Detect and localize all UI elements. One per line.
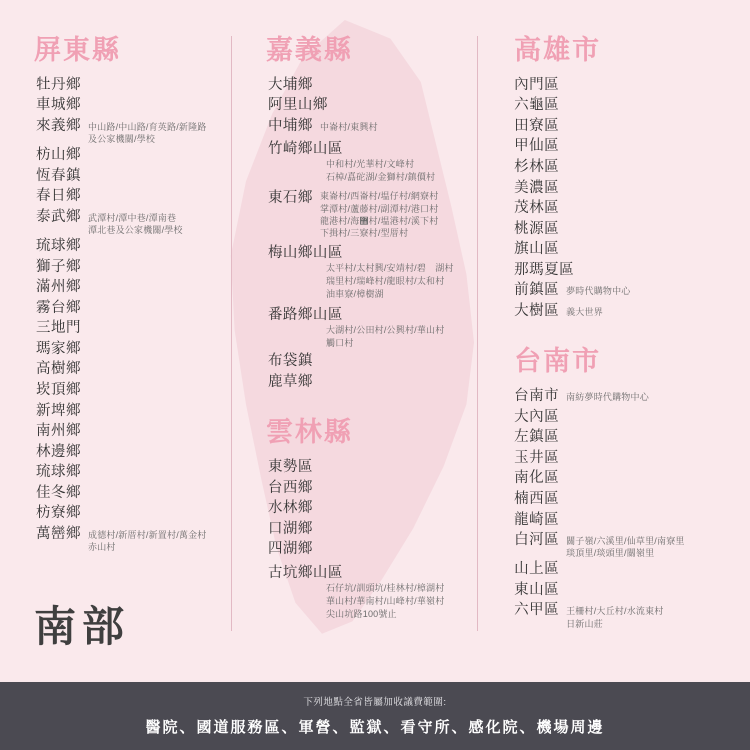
detail-line: 觸口村 bbox=[325, 338, 354, 349]
district-name: 泰武鄉 bbox=[36, 208, 81, 225]
list-item[interactable] bbox=[36, 443, 217, 463]
list-item[interactable] bbox=[268, 479, 463, 499]
list-item[interactable] bbox=[36, 340, 217, 360]
district-detail bbox=[566, 302, 603, 318]
district-detail bbox=[326, 262, 463, 301]
detail-line: 龍港村/海޻村/塭港村/溪下村 bbox=[319, 215, 439, 226]
district-name: 牡丹鄉 bbox=[36, 76, 81, 93]
list-item[interactable] bbox=[36, 237, 217, 257]
list-item[interactable] bbox=[514, 408, 736, 428]
entry-list-kaohsiung bbox=[514, 76, 736, 322]
list-item[interactable] bbox=[36, 299, 217, 319]
district-detail bbox=[88, 117, 207, 145]
region-title-chiayi: 嘉義縣 bbox=[265, 35, 353, 65]
entry-list-pingtung bbox=[36, 76, 217, 554]
district-detail bbox=[326, 158, 463, 184]
list-item[interactable] bbox=[268, 373, 463, 393]
list-item[interactable] bbox=[268, 76, 463, 96]
district-name: 六龜區 bbox=[514, 97, 560, 114]
district-name: 四湖鄉 bbox=[267, 541, 313, 558]
district-name: 南州鄉 bbox=[36, 423, 81, 440]
district-name: 大內區 bbox=[514, 408, 560, 425]
detail-line: 南紡夢時代購物中心 bbox=[566, 392, 649, 403]
list-item[interactable] bbox=[36, 504, 217, 524]
region-columns bbox=[0, 36, 750, 631]
district-detail bbox=[88, 525, 207, 553]
district-name: 新埤鄉 bbox=[36, 402, 81, 419]
list-item[interactable] bbox=[514, 469, 736, 489]
list-item[interactable] bbox=[514, 261, 736, 281]
list-item[interactable] bbox=[514, 490, 736, 510]
list-item[interactable] bbox=[514, 449, 736, 469]
list-item[interactable] bbox=[514, 76, 736, 96]
district-name: 水林鄉 bbox=[267, 500, 313, 517]
detail-line: 中崙村/東興村 bbox=[319, 121, 378, 132]
district-name: 甲仙區 bbox=[514, 138, 560, 155]
detail-line: 日新山莊 bbox=[566, 618, 603, 629]
list-item[interactable] bbox=[514, 428, 736, 448]
district-name: 恆春鎮 bbox=[36, 167, 81, 184]
district-name: 三地門 bbox=[36, 320, 81, 337]
list-item[interactable] bbox=[268, 458, 463, 478]
list-item[interactable] bbox=[514, 117, 736, 137]
detail-line: 及公家機關/學校 bbox=[88, 133, 156, 144]
detail-line: 夢時代購物中心 bbox=[566, 286, 631, 297]
entry-list-chiayi-tail bbox=[268, 352, 463, 392]
district-name: 茂林區 bbox=[514, 200, 560, 217]
detail-line: 成德村/新厝村/新置村/萬金村 bbox=[88, 529, 207, 540]
district-name: 中埔鄉 bbox=[267, 117, 313, 134]
footer-banner bbox=[0, 682, 750, 750]
detail-line: 下揖村/三寮村/型厝村 bbox=[319, 227, 409, 238]
list-item[interactable] bbox=[514, 511, 736, 531]
list-item[interactable] bbox=[36, 319, 217, 339]
district-detail bbox=[566, 531, 685, 559]
entry-list-yunlin bbox=[268, 458, 463, 560]
district-name: 佳冬鄉 bbox=[36, 484, 81, 501]
district-name: 大樹區 bbox=[514, 302, 560, 319]
detail-line: 潭北巷及公家機關/學校 bbox=[88, 224, 183, 235]
list-item[interactable] bbox=[36, 360, 217, 380]
district-name: 桃源區 bbox=[514, 220, 560, 237]
district-name: 梅山鄉山區 bbox=[267, 245, 343, 262]
entry-meishan[interactable] bbox=[268, 241, 463, 301]
district-name: 口湖鄉 bbox=[267, 520, 313, 537]
footer-note: 下列地點全省皆屬加收議費範圍: bbox=[303, 697, 447, 708]
column-chiayi-yunlin bbox=[231, 36, 477, 631]
detail-line: 大湖村/公田村/公興村/華山村 bbox=[325, 325, 445, 336]
district-name: 枋寮鄉 bbox=[36, 505, 81, 522]
district-detail bbox=[88, 208, 183, 236]
list-item[interactable] bbox=[36, 117, 217, 145]
detail-line: 義大世界 bbox=[566, 306, 603, 317]
entry-dongshi[interactable] bbox=[268, 186, 463, 239]
district-name: 春日鄉 bbox=[36, 188, 81, 205]
list-item[interactable] bbox=[514, 199, 736, 219]
district-name: 杉林區 bbox=[514, 158, 560, 175]
list-item[interactable] bbox=[268, 96, 463, 116]
district-name: 龍崎區 bbox=[514, 511, 560, 528]
district-detail bbox=[320, 117, 378, 133]
list-item[interactable] bbox=[514, 531, 736, 559]
list-item[interactable] bbox=[36, 76, 217, 96]
column-kaohsiung-tainan bbox=[477, 36, 750, 631]
list-item[interactable] bbox=[514, 220, 736, 240]
list-item[interactable] bbox=[514, 240, 736, 260]
district-name: 布袋鎮 bbox=[267, 353, 313, 370]
page-title: 南部 bbox=[34, 603, 131, 650]
district-name: 霧台鄉 bbox=[36, 299, 81, 316]
list-item[interactable] bbox=[514, 158, 736, 178]
list-item[interactable] bbox=[514, 581, 736, 601]
detail-line: 東崙村/西崙村/塭仔村/網寮村 bbox=[319, 191, 439, 202]
list-item[interactable] bbox=[514, 179, 736, 199]
district-name: 車城鄉 bbox=[36, 97, 81, 114]
district-detail bbox=[566, 387, 649, 403]
list-item[interactable] bbox=[514, 302, 736, 322]
district-name: 大埔鄉 bbox=[267, 76, 313, 93]
entry-list-chiayi bbox=[268, 76, 463, 137]
district-name: 台南市 bbox=[514, 388, 560, 405]
list-item[interactable] bbox=[514, 137, 736, 157]
list-item[interactable] bbox=[268, 540, 463, 560]
district-name: 來義鄉 bbox=[36, 117, 81, 134]
detail-line: 武潭村/潭中巷/潭南巷 bbox=[88, 212, 177, 223]
district-name: 左鎮區 bbox=[514, 429, 560, 446]
entry-zhuqi[interactable] bbox=[268, 137, 463, 184]
district-name: 六甲區 bbox=[514, 602, 560, 619]
list-item[interactable] bbox=[36, 278, 217, 298]
district-name: 鹿草鄉 bbox=[267, 373, 313, 390]
detail-line: 赤山村 bbox=[88, 542, 116, 553]
detail-line: 尖山坑路100號止 bbox=[325, 608, 397, 619]
list-item[interactable] bbox=[268, 520, 463, 540]
list-item[interactable] bbox=[36, 187, 217, 207]
district-name: 楠西區 bbox=[514, 490, 560, 507]
column-pingtung bbox=[0, 36, 231, 631]
detail-line: 華山村/華南村/山峰村/華嶺村 bbox=[325, 595, 445, 606]
district-name: 獅子鄉 bbox=[36, 258, 81, 275]
list-item[interactable] bbox=[36, 258, 217, 278]
region-title-yunlin: 雲林縣 bbox=[265, 417, 353, 448]
detail-line: 王柵村/大丘村/水流東村 bbox=[566, 606, 664, 617]
list-item[interactable] bbox=[36, 96, 217, 116]
list-item[interactable] bbox=[36, 146, 217, 166]
district-name: 琉球鄉 bbox=[36, 464, 81, 481]
detail-line: 瑞里村/瑞峰村/龍眼村/太和村 bbox=[325, 276, 445, 287]
footer-text: 醫院、國道服務區、軍營、監獄、看守所、感化院、機場周邊 bbox=[145, 719, 605, 736]
entry-gukeng[interactable] bbox=[268, 561, 463, 621]
list-item[interactable] bbox=[514, 601, 736, 629]
district-name: 東勢區 bbox=[267, 459, 313, 476]
list-item[interactable] bbox=[36, 208, 217, 236]
detail-line: 中山路/中山路/育英路/新隆路 bbox=[88, 121, 207, 132]
list-item[interactable] bbox=[514, 560, 736, 580]
list-item[interactable] bbox=[36, 463, 217, 483]
district-name: 竹崎鄉山區 bbox=[267, 141, 343, 158]
region-title-tainan: 台南市 bbox=[514, 346, 602, 377]
district-name: 林邊鄉 bbox=[36, 443, 81, 460]
district-name: 崁頂鄉 bbox=[36, 382, 81, 398]
district-detail bbox=[326, 324, 463, 350]
detail-line: 油車寮/樟樹湖 bbox=[325, 289, 384, 300]
detail-line: 石棹/嚞砣湖/金獅村/鎮價村 bbox=[325, 172, 436, 183]
district-name: 前鎮區 bbox=[514, 282, 560, 299]
list-item[interactable] bbox=[36, 422, 217, 442]
entry-fanlu[interactable] bbox=[268, 303, 463, 350]
list-item[interactable] bbox=[514, 281, 736, 301]
list-item[interactable] bbox=[514, 387, 736, 407]
entry-list-tainan bbox=[514, 387, 736, 630]
district-name: 高樹鄉 bbox=[36, 361, 81, 378]
district-name: 田寮區 bbox=[514, 117, 560, 134]
list-item[interactable] bbox=[268, 499, 463, 519]
district-name: 滿州鄉 bbox=[36, 279, 81, 296]
district-name: 南化區 bbox=[514, 470, 560, 487]
detail-line: 琰頂里/琰頭里/關嶺里 bbox=[566, 548, 655, 559]
district-name: 古坑鄉山區 bbox=[267, 564, 343, 581]
district-detail bbox=[320, 186, 439, 239]
district-name: 旗山區 bbox=[514, 241, 560, 258]
list-item[interactable] bbox=[268, 352, 463, 372]
district-name: 那瑪夏區 bbox=[514, 261, 575, 278]
district-name: 東石鄉 bbox=[267, 190, 313, 207]
detail-line: 掌潭村/蘆藤村/副潭村/港口村 bbox=[319, 203, 439, 214]
list-item[interactable] bbox=[36, 402, 217, 422]
district-name: 內門區 bbox=[514, 76, 560, 93]
list-item[interactable] bbox=[36, 167, 217, 187]
district-detail bbox=[326, 582, 463, 621]
detail-line: 關子嶺/六溪里/仙草里/南寮里 bbox=[566, 536, 685, 547]
district-detail bbox=[566, 281, 630, 297]
district-name: 瑪家鄉 bbox=[36, 340, 81, 357]
district-name: 阿里山鄉 bbox=[267, 97, 328, 114]
region-title-kaohsiung: 高雄市 bbox=[514, 35, 602, 65]
district-name: 番路鄉山區 bbox=[267, 307, 343, 324]
detail-line: 石仔坑/訓頭坑/桂林村/樟湖村 bbox=[325, 582, 445, 593]
district-name: 枋山鄉 bbox=[36, 147, 81, 164]
list-item[interactable] bbox=[268, 117, 463, 137]
detail-line: 太平村/太村興/安靖村/碧 湖村 bbox=[325, 263, 454, 274]
list-item[interactable] bbox=[36, 525, 217, 553]
region-title-pingtung: 屏東縣 bbox=[34, 35, 121, 65]
district-name: 山上區 bbox=[514, 561, 560, 578]
district-name: 台西鄉 bbox=[267, 479, 313, 496]
list-item[interactable] bbox=[36, 381, 217, 401]
district-detail bbox=[566, 601, 663, 629]
detail-line: 中和村/光華村/文峰村 bbox=[325, 159, 415, 170]
district-name: 萬巒鄉 bbox=[36, 525, 81, 542]
list-item[interactable] bbox=[514, 96, 736, 116]
list-item[interactable] bbox=[36, 484, 217, 504]
district-name: 美濃區 bbox=[514, 179, 560, 196]
district-name: 白河區 bbox=[514, 532, 560, 549]
district-name: 琉球鄉 bbox=[36, 238, 81, 255]
district-name: 玉井區 bbox=[514, 449, 560, 466]
district-name: 東山區 bbox=[514, 581, 560, 598]
